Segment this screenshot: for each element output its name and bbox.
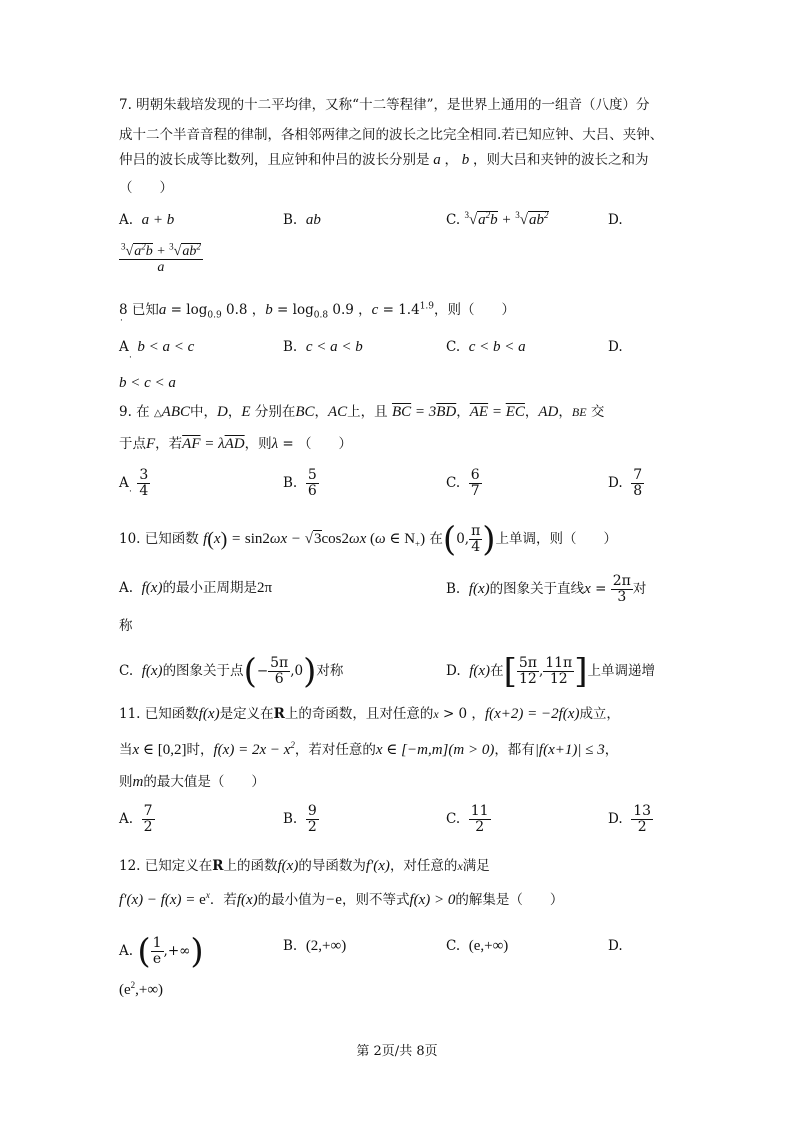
q7-option-b: B. ab	[283, 212, 321, 228]
q12-option-b: B. (2,+∞)	[283, 938, 347, 954]
q12-option-d: D.	[608, 938, 623, 954]
q9-line1: 9. 在 △ABC中，D，E 分别在BC，AC上，且 $\overline{BC} = 3\overline{BD}$，$\overline{AE} = \overline{EC}$，AD，BE 交	[119, 404, 605, 420]
q7-option-d-value: $\frac{^3√a^2b + ^3√ab^2}{a}$	[121, 241, 201, 275]
q10-option-d: D. f(x)在[ $\frac{5\pi}{12}$ , $\frac{11\pi}{12}$ ]上单调递增	[446, 651, 656, 692]
q11-option-b: B. $\frac{9}{2}$	[283, 803, 317, 835]
q8-option-a: A b < a < c	[119, 339, 195, 355]
q8-option-c: C. c < b < a	[446, 339, 526, 355]
q7-line4: （ ）	[119, 180, 173, 196]
q12-option-a: A. ( $\frac{1}{e}$ ,+∞)	[119, 931, 204, 972]
q12-option-c: C. (e,+∞)	[446, 938, 509, 954]
q8-option-d-value: b < c < a	[119, 375, 176, 391]
q11-line3: 则m的最大值是（ ）	[119, 774, 265, 790]
q12-line2: $f'(x) - f(x) = e^x$．若f(x)的最小值为−e，则不等式f(x) > 0的解集是（ ）	[119, 890, 564, 908]
q10-option-a: A. f(x)的最小正周期是2π	[119, 580, 273, 596]
q11-option-c: C. $\frac{11}{2}$	[446, 803, 489, 835]
q9-option-b: B. $\frac{5}{6}$	[283, 467, 317, 499]
q11-line2: 当x ∈ [0,2]时，$f(x) = 2x - x^2$，若对任意的x ∈ [−m,m](m > 0)，都有|f(x+1)| ≤ 3，	[119, 740, 619, 758]
q9-line2: 于点F，若$\overline{AF} = \lambda\overline{AD}$，则λ = （ ）	[119, 436, 353, 452]
q12-option-d-value: $(e^2,+\infty)$	[119, 980, 164, 998]
page-footer: 第 2页/共 8页	[356, 1044, 438, 1059]
q7-line2: 成十二个半音音程的律制，各相邻两律之间的波长之比完全相同.若已知应钟、大吕、夹钟、	[119, 127, 664, 143]
q10-stem: 10. 已知函数 f(x) = sin2ωx − √3cos2ωx (ω ∈ $N_+$) 在(0, $\frac{\pi}{4}$ )上单调，则（ ）	[119, 519, 618, 560]
q12-line1: 12. 已知定义在R上的函数f(x)的导函数为f′(x)，对任意的x满足	[119, 858, 490, 874]
q7-option-c: C. $^3√a^2b + ^3√ab^2$	[446, 210, 549, 228]
q9-option-a: A $\frac{3}{4}$	[119, 467, 149, 499]
q11-option-d: D. $\frac{13}{2}$	[608, 803, 652, 835]
q7-option-a: A. a + b	[119, 212, 175, 228]
q7-line3: 仲吕的波长成等比数列，且应钟和仲吕的波长分别是 a ， b ，则大吕和夹钟的波长之和为	[119, 152, 649, 168]
q8-option-d: D.	[608, 339, 623, 355]
q7-option-d: D.	[608, 212, 623, 228]
q10-option-c: C. f(x)的图象关于点(− $\frac{5\pi}{6}$ ,0)对称	[119, 651, 344, 692]
q7-line1: 7. 明朝朱载培发现的十二平均律，又称“十二等程律”，是世界上通用的一组音（八度）分	[119, 97, 650, 113]
q9-option-c: C. $\frac{6}{7}$	[446, 467, 480, 499]
q11-line1: 11. 已知函数f(x)是定义在R上的奇函数，且对任意的x > 0 ，f(x+2) = −2f(x)成立，	[119, 706, 620, 722]
q8-stem: 8 已知$a = \log_{0.9} 0.8$ ，$b = \log_{0.8} 0.9$ ，$c = 1.4^{1.9}$，则（ ）	[119, 301, 516, 321]
q9-option-d: D. $\frac{7}{8}$	[608, 467, 643, 499]
q11-option-a: A. $\frac{7}{2}$	[119, 803, 153, 835]
q10-option-b: B. f(x)的图象关于直线x = $\frac{2\pi}{3}$ 对	[446, 573, 647, 605]
q10-option-b-wrap: 称	[119, 618, 133, 634]
q8-option-b: B. c < a < b	[283, 339, 363, 355]
